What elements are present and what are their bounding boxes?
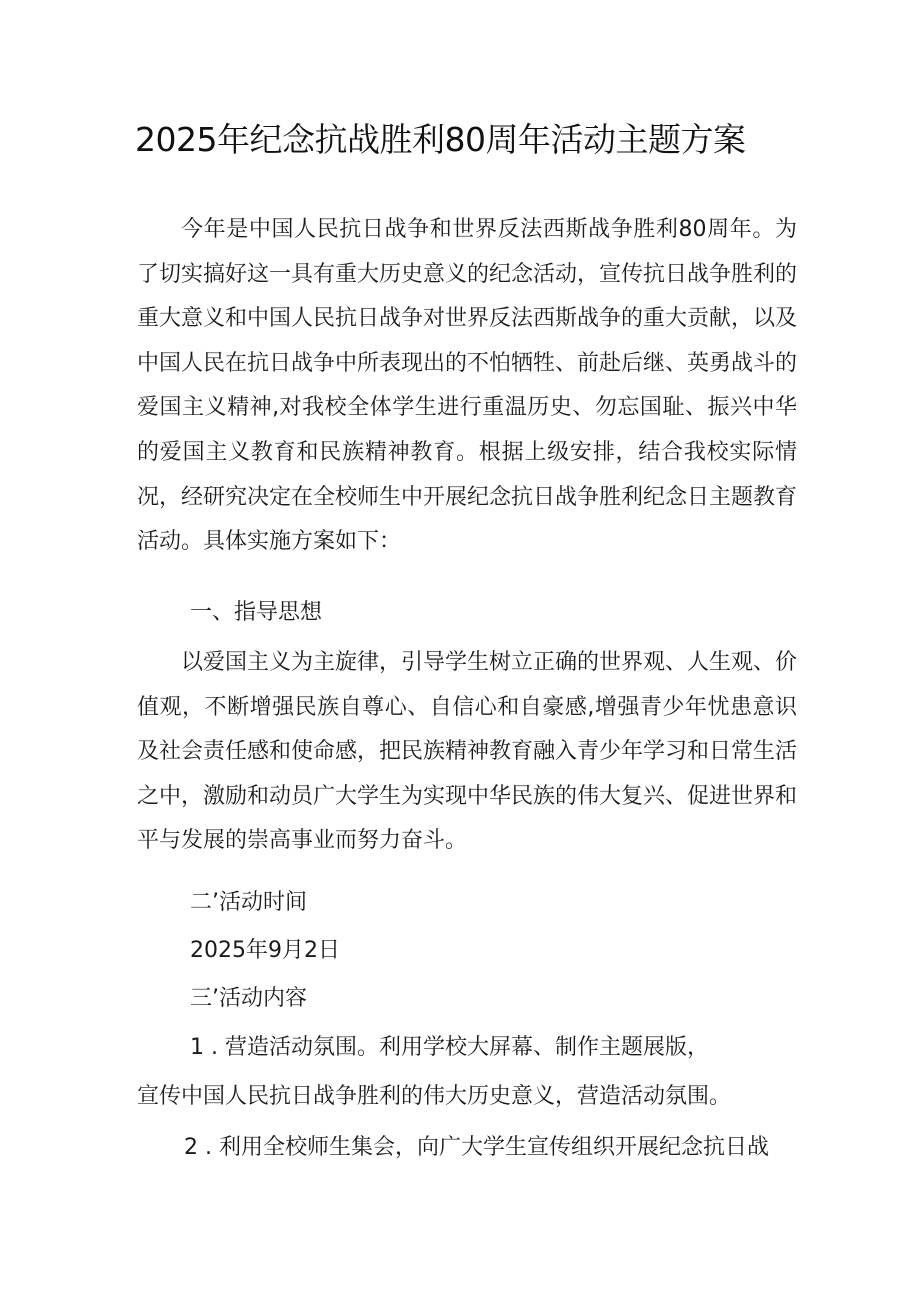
document-title: 2025年纪念抗战胜利80周年活动主题方案 bbox=[135, 120, 746, 159]
activity-date: 2025年9月2日 bbox=[190, 938, 340, 963]
content-item-2-line-1: 2 . 利用全校师生集会，向广大学生宣传组织开展纪念抗日战 bbox=[184, 1135, 769, 1160]
content-item-1-line-1: 1 . 营造活动氛围。利用学校大屏幕、制作主题展版， bbox=[190, 1035, 709, 1060]
section3-heading: 三’活动内容 bbox=[190, 986, 307, 1011]
section2-heading: 二’活动时间 bbox=[190, 890, 307, 915]
section1-heading: 一、指导思想 bbox=[190, 600, 323, 625]
intro-paragraph: 今年是中国人民抗日战争和世界反法西斯战争胜利80周年。为了切实搞好这一具有重大历史意义的纪念活动，宣传抗日战争胜利的重大意义和中国人民抗日战争对世界反法西斯战争的重大贡献，以及中国人民在抗日战争中所表现出的不怕牺牲、前赴后继、英勇战斗的爱国主义精神,对我校全体学生进行重温历史、勿忘国耻、振兴中华的爱国主义教育和民族精神教育。根据上级安排，结合我校实际情况，经研究决定在全校师生中开展纪念抗日战争胜利纪念日主题教育活动。具体实施方案如下： bbox=[137, 217, 798, 555]
content-item-1-line-2: 宣传中国人民抗日战争胜利的伟大历史意义，营造活动氛围。 bbox=[137, 1084, 732, 1109]
section1-body: 以爱国主义为主旋律，引导学生树立正确的世界观、人生观、价值观，不断增强民族自尊心、自信心和自豪感,增强青少年忧患意识及社会责任感和使命感，把民族精神教育融入青少年学习和日常生活之中，激励和动员广大学生为实现中华民族的伟大复兴、促进世界和平与发展的崇高事业而努力奋斗。 bbox=[137, 650, 798, 854]
